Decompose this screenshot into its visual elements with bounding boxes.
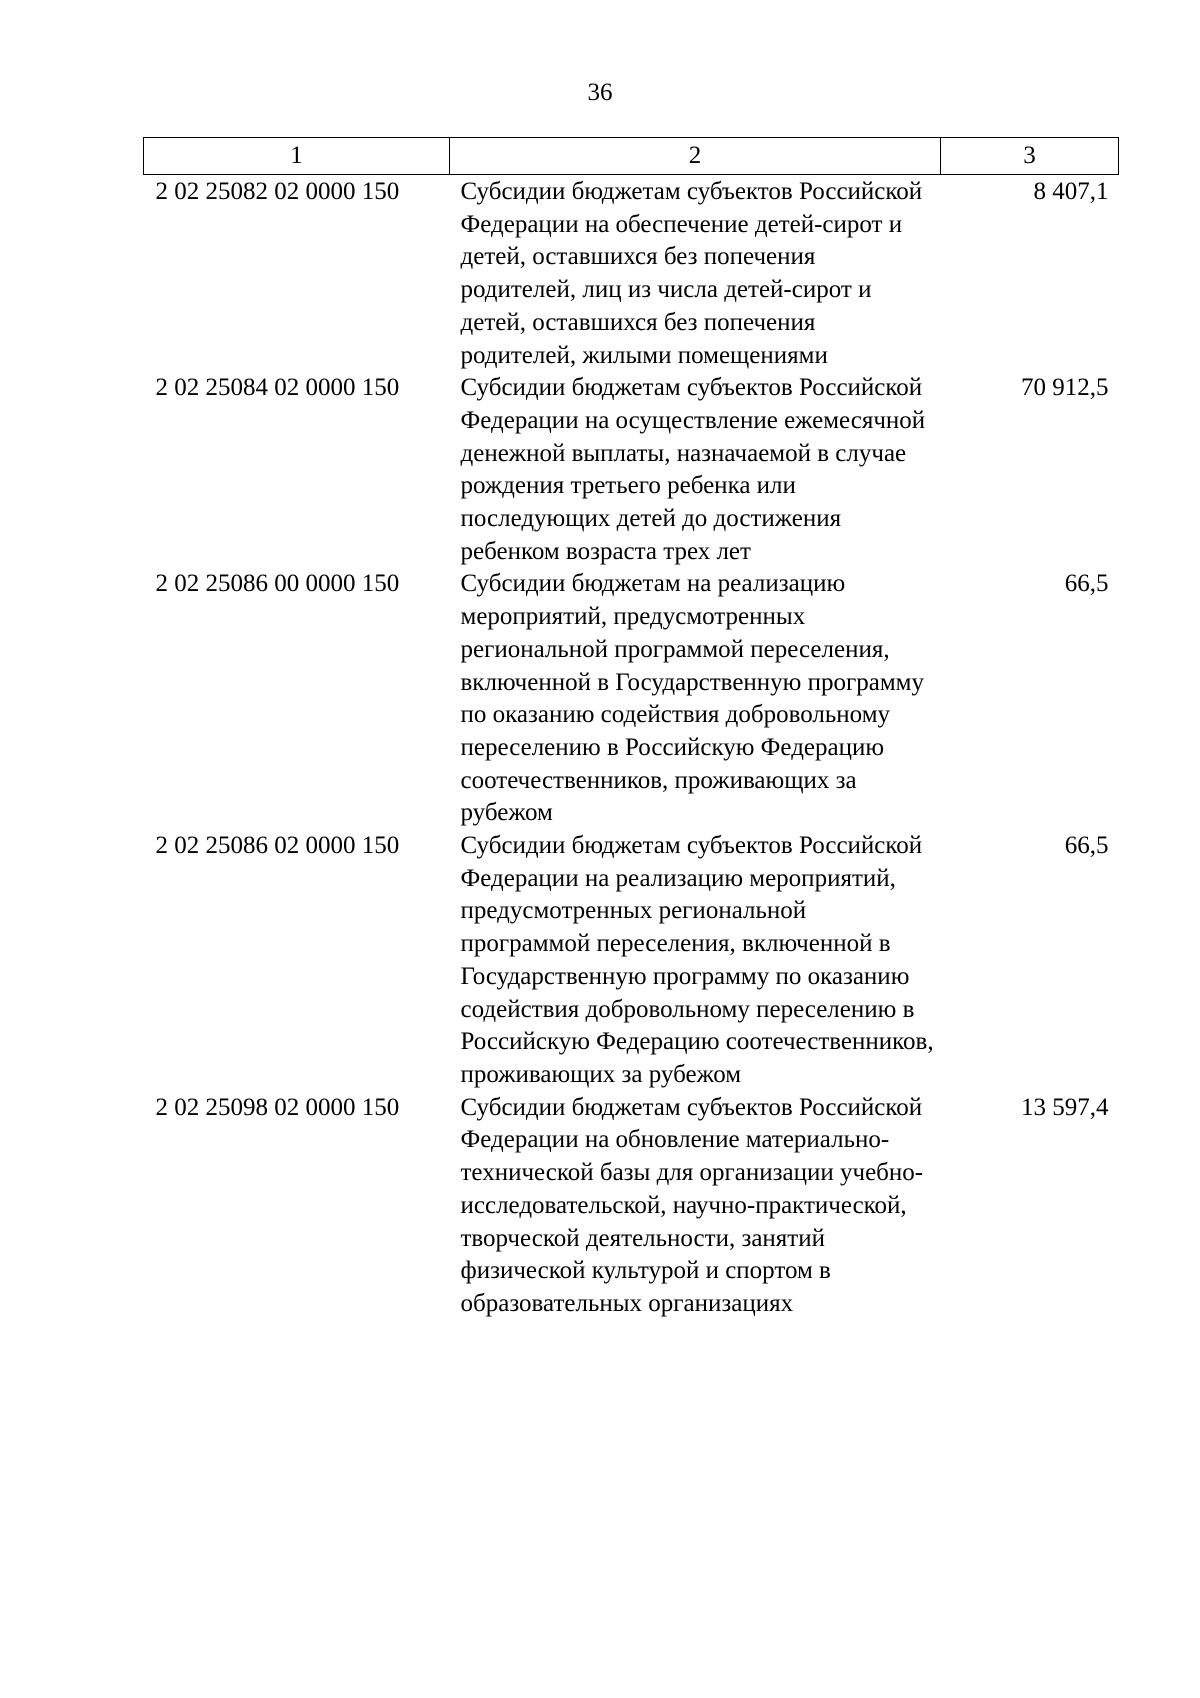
budget-description: Субсидии бюджетам субъектов Российской Федерации на реализацию мероприятий, предусмотренных региональной программой переселения, включенной в Государственную программу по оказанию содействия добровольному переселению в Российскую Федерацию соотечественников, проживающих за рубежом xyxy=(460,832,934,1088)
budget-amount: 66,5 xyxy=(1064,832,1109,860)
table-body xyxy=(144,175,1119,1321)
budget-code: 2 02 25082 02 0000 150 xyxy=(155,178,400,205)
table-row xyxy=(144,175,1119,373)
budget-amount: 13 597,4 xyxy=(1021,1093,1109,1121)
table-header xyxy=(144,138,1119,175)
budget-table xyxy=(143,137,1119,1321)
page-number: 36 xyxy=(587,79,613,106)
header-row xyxy=(144,138,1119,175)
budget-code: 2 02 25084 02 0000 150 xyxy=(155,374,400,402)
budget-description: Субсидии бюджетам субъектов Российской Федерации на обеспечение детей-сирот и детей, оставшихся без попечения родителей, лиц из числа детей-сирот и детей, оставшихся без попечения родителей, жилыми помещениями xyxy=(460,178,923,369)
table-row xyxy=(144,1092,1119,1321)
budget-description: Субсидии бюджетам субъектов Российской Федерации на обновление материально-технической базы для организации учебно-исследовательской, научно-практической, творческой деятельности, занятий физической культурой и спортом в образовательных организациях xyxy=(460,1093,924,1317)
table-row xyxy=(144,830,1119,1092)
budget-code: 2 02 25098 02 0000 150 xyxy=(155,1093,400,1121)
column-header-description: 2 xyxy=(450,138,941,175)
table-row xyxy=(144,568,1119,830)
budget-description: Субсидии бюджетам субъектов Российской Федерации на осуществление ежемесячной денежной выплаты, назначаемой в случае рождения третьего ребенка или последующих детей до достижения ребенком возраста трех лет xyxy=(460,374,926,565)
budget-amount: 66,5 xyxy=(1064,570,1109,598)
column-header-code: 1 xyxy=(144,138,450,175)
budget-description: Субсидии бюджетам на реализацию мероприятий, предусмотренных региональной программой переселения, включенной в Государственную программу по оказанию содействия добровольному переселению в Российскую Федерацию соотечественников, проживающих за рубежом xyxy=(460,570,924,827)
budget-amount: 8 407,1 xyxy=(1033,178,1109,205)
column-header-amount: 3 xyxy=(941,138,1119,175)
budget-code: 2 02 25086 02 0000 150 xyxy=(155,832,400,860)
table-row xyxy=(144,372,1119,568)
budget-code: 2 02 25086 00 0000 150 xyxy=(155,570,400,598)
budget-amount: 70 912,5 xyxy=(1021,374,1109,402)
